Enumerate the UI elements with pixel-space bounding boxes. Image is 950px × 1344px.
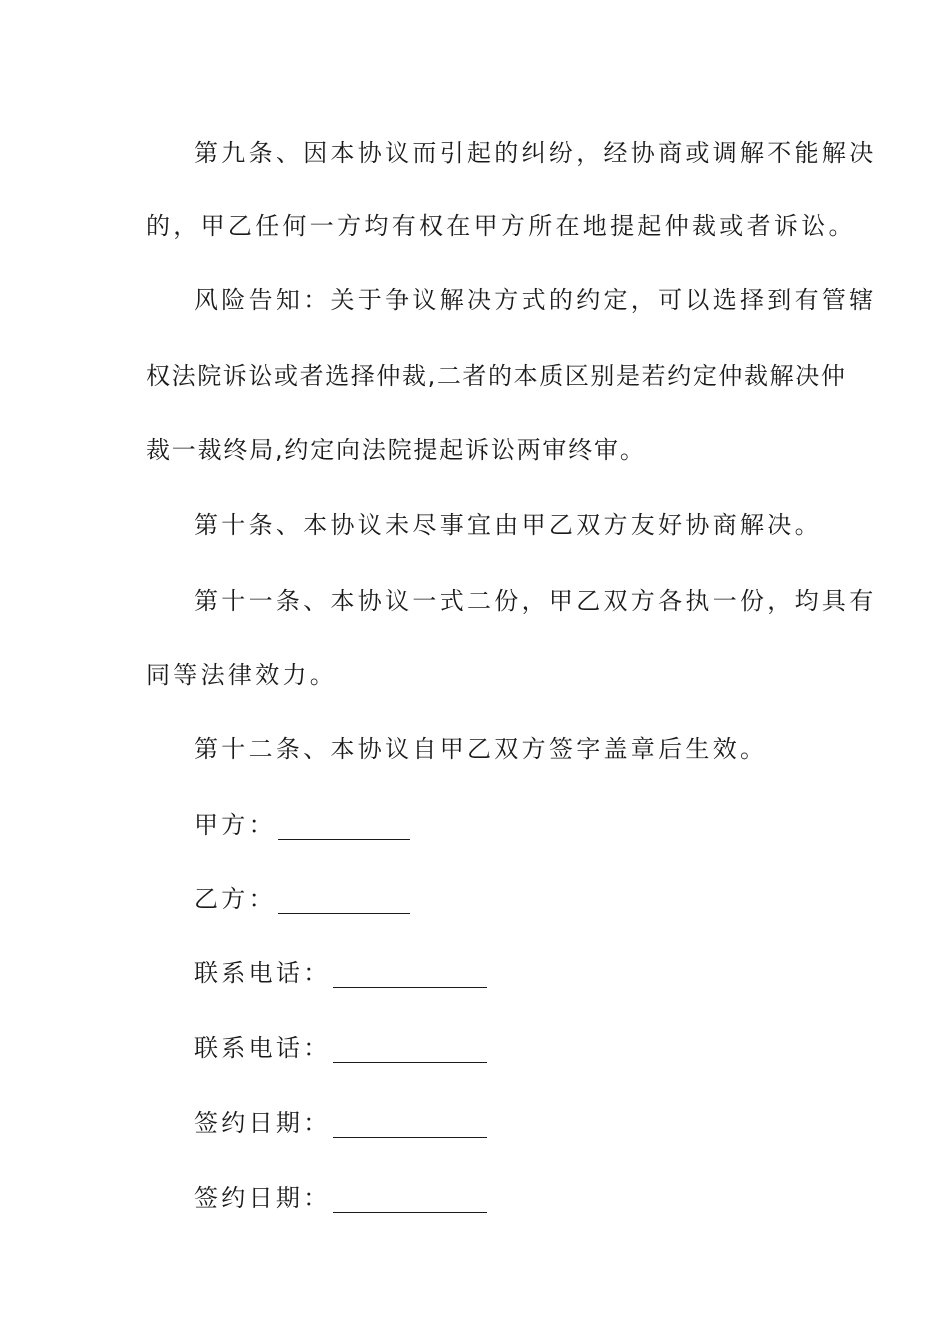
party-a-label: 甲方： <box>194 811 276 839</box>
party-a-signature-line <box>194 810 410 840</box>
date-a-label: 签约日期： <box>194 1109 331 1137</box>
article-11-line-2: 同等法律效力。 <box>146 661 338 689</box>
party-b-signature-line <box>194 884 410 914</box>
date-b-line <box>194 1183 487 1213</box>
article-9-line-2: 的，甲乙任何一方均有权在甲方所在地提起仲裁或者诉讼。 <box>146 212 856 240</box>
phone-b-label: 联系电话： <box>194 1034 331 1062</box>
party-b-blank <box>278 889 410 914</box>
date-a-blank <box>333 1113 487 1138</box>
party-a-blank <box>278 815 410 840</box>
date-b-blank <box>333 1188 487 1213</box>
phone-a-blank <box>333 963 487 988</box>
article-9-line-1: 第九条、因本协议而引起的纠纷，经协商或调解不能解决 <box>194 139 877 167</box>
risk-notice-line-2: 权法院诉讼或者选择仲裁,二者的本质区别是若约定仲裁解决仲 <box>146 362 847 390</box>
phone-a-line <box>194 958 487 988</box>
phone-b-line <box>194 1033 487 1063</box>
risk-notice-line-3: 裁一裁终局,约定向法院提起诉讼两审终审。 <box>146 436 646 464</box>
article-12: 第十二条、本协议自甲乙双方签字盖章后生效。 <box>194 735 768 763</box>
article-10: 第十条、本协议未尽事宜由甲乙双方友好协商解决。 <box>194 511 822 539</box>
party-b-label: 乙方： <box>194 885 276 913</box>
date-a-line <box>194 1108 487 1138</box>
article-11-line-1: 第十一条、本协议一式二份，甲乙双方各执一份，均具有 <box>194 587 877 615</box>
phone-b-blank <box>333 1038 487 1063</box>
risk-notice-line-1: 风险告知：关于争议解决方式的约定，可以选择到有管辖 <box>194 286 877 314</box>
phone-a-label: 联系电话： <box>194 959 331 987</box>
date-b-label: 签约日期： <box>194 1184 331 1212</box>
